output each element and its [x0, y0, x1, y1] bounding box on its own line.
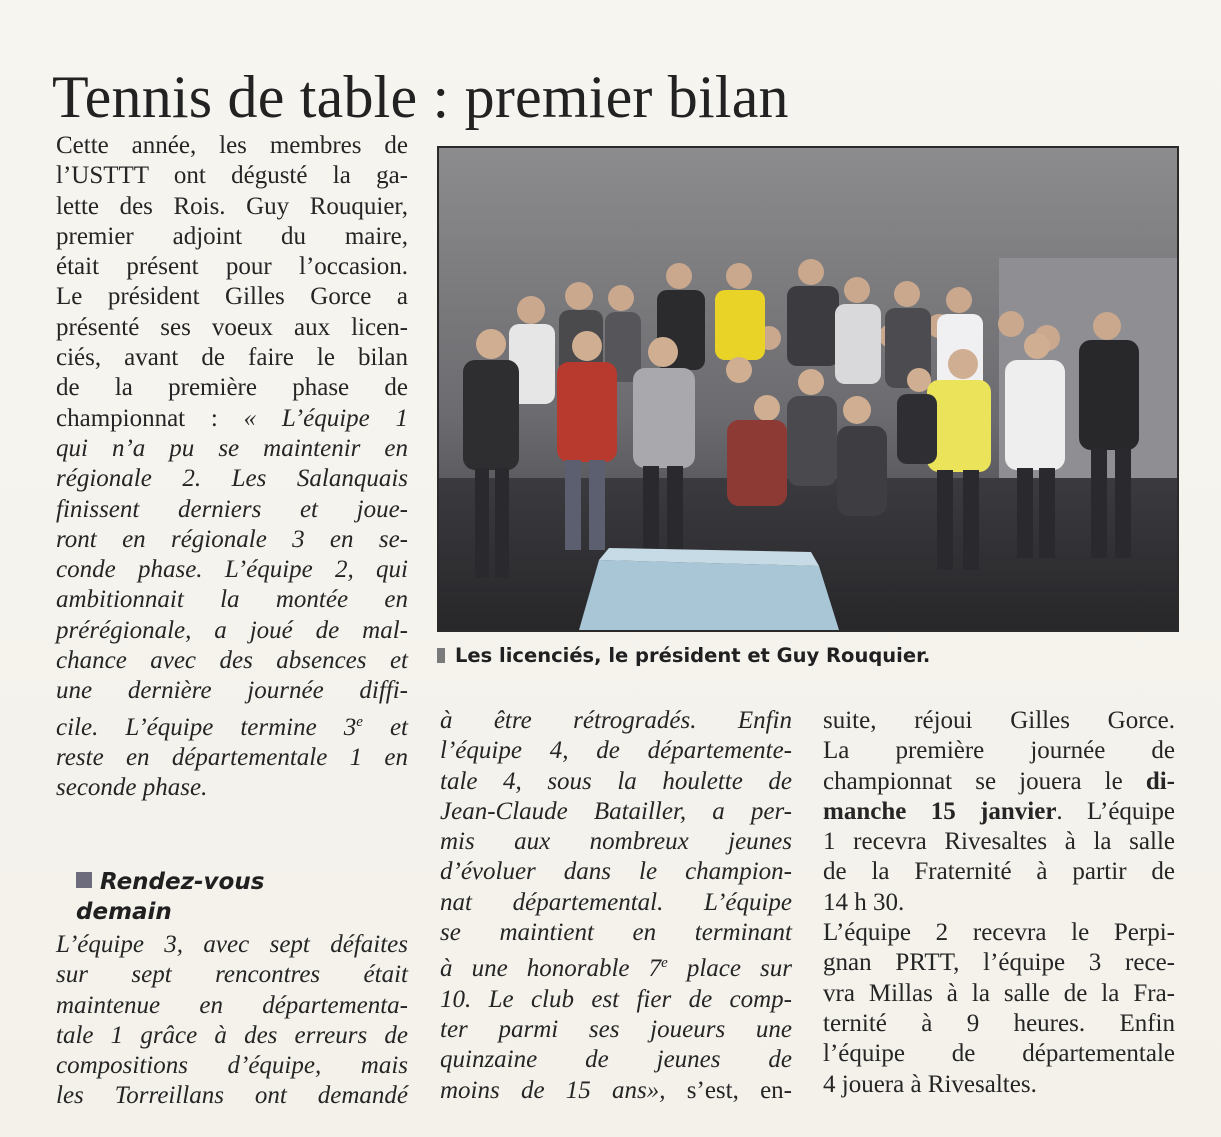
- quote-segment: moins de 15 ans»,: [440, 1076, 666, 1104]
- date-segment: di-: [1145, 767, 1175, 795]
- text-line: 14 h 30.: [823, 888, 905, 916]
- text-line: ciés, avant de faire le bilan: [56, 344, 408, 372]
- quote-line: d’évoluer dans le champion-: [440, 858, 792, 886]
- quote-line: reste en départementale 1 en: [56, 743, 408, 771]
- caption-text: Les licenciés, le président et Guy Rouquier.: [455, 644, 931, 667]
- quote-line: se maintient en terminant: [440, 919, 792, 947]
- quote-line: ambitionnait la montée en: [56, 586, 408, 614]
- text-line: premier adjoint du maire,: [56, 222, 408, 250]
- quote-line: tale 4, sous la houlette de: [440, 767, 792, 795]
- quote-line: nat départemental. L’équipe: [440, 888, 792, 916]
- text-segment: place sur: [667, 955, 792, 983]
- article-column-3: [823, 706, 1175, 1100]
- quote-line: l’équipe 4, de départemente-: [440, 737, 792, 765]
- text-line: Cette année, les membres de: [56, 132, 408, 159]
- text-line: [823, 767, 1175, 797]
- quote-line: tale 1 grâce à des erreurs de: [56, 1021, 408, 1049]
- team-photo: [437, 146, 1179, 632]
- quote-line: [440, 1076, 792, 1106]
- quote-line: conde phase. L’équipe 2, qui: [56, 556, 408, 584]
- quote-line: finissent derniers et joue-: [56, 495, 408, 523]
- text-line: Le président Gilles Gorce a: [56, 283, 408, 311]
- quote-line: compositions d’équipe, mais: [56, 1052, 408, 1080]
- quote-line: ront en régionale 3 en se-: [56, 525, 408, 553]
- quote-line: L’équipe 3, avec sept défaites: [56, 931, 408, 958]
- text-line: 4 jouera à Rivesaltes.: [823, 1070, 1037, 1098]
- quote-line: maintenue en départementa-: [56, 991, 408, 1019]
- text-line: L’équipe 2 recevra le Perpi-: [823, 919, 1175, 947]
- quote-line: [56, 707, 408, 743]
- text-segment: et: [362, 713, 408, 741]
- superscript: e: [661, 955, 668, 972]
- quote-line: une dernière journée diffi-: [56, 677, 408, 705]
- quote-line: les Torreillans ont demandé: [56, 1082, 408, 1110]
- text-line: gnan PRTT, l’équipe 3 rece-: [823, 949, 1175, 977]
- text-segment: s’est, en-: [665, 1076, 793, 1104]
- square-bullet-icon: [76, 872, 92, 888]
- subheading-line: demain: [76, 899, 172, 925]
- text-line: suite, réjoui Gilles Gorce.: [823, 707, 1175, 734]
- text-line: [56, 404, 408, 434]
- quote-line: prérégionale, a joué de mal-: [56, 616, 408, 644]
- text-line: ternité à 9 heures. Enfin: [823, 1009, 1175, 1037]
- quote-line: régionale 2. Les Salanquais: [56, 465, 408, 493]
- quote-segment: « L’équipe 1: [243, 404, 409, 432]
- text-line: 1 recevra Rivesaltes à la salle: [823, 828, 1175, 856]
- text-line: La première journée de: [823, 737, 1175, 765]
- text-segment: à une honorable 7: [440, 955, 662, 983]
- subheading-line: Rendez-vous: [100, 869, 265, 895]
- article-column-1: [56, 131, 408, 804]
- text-line: vra Millas à la salle de la Fra-: [823, 979, 1175, 1007]
- quote-line: Jean-Claude Batailler, a per-: [440, 797, 792, 825]
- article-column-1-continued: [56, 930, 408, 1112]
- text-segment: . L’équipe: [1056, 797, 1175, 825]
- quote-line: [440, 948, 792, 984]
- section-subheading: [76, 867, 264, 927]
- quote-line: quinzaine de jeunes de: [440, 1046, 792, 1074]
- text-line: de la Fraternité à partir de: [823, 858, 1175, 886]
- article-headline: Tennis de table : premier bilan: [52, 64, 789, 130]
- caption-marker-icon: [437, 648, 445, 663]
- quote-line: seconde phase.: [56, 774, 208, 802]
- superscript: e: [356, 713, 363, 730]
- quote-line: chance avec des absences et: [56, 647, 408, 675]
- text-line: lette des Rois. Guy Rouquier,: [56, 192, 408, 220]
- photo-caption: [437, 643, 1179, 669]
- date-segment: manche 15 janvier: [823, 797, 1057, 825]
- text-line: [823, 797, 1175, 827]
- quote-line: 10. Le club est fier de comp-: [440, 985, 792, 1013]
- text-line: de la première phase de: [56, 374, 408, 402]
- quote-line: ter parmi ses joueurs une: [440, 1015, 792, 1043]
- text-segment: cile. L’équipe termine 3: [56, 713, 357, 741]
- quote-line: mis aux nombreux jeunes: [440, 828, 792, 856]
- text-line: l’équipe de départementale: [823, 1040, 1175, 1068]
- text-segment: championnat se jouera le: [823, 767, 1146, 795]
- article-column-2: [440, 706, 792, 1106]
- text-line: était présent pour l’occasion.: [56, 253, 408, 281]
- quote-line: à être rétrogradés. Enfin: [440, 707, 792, 734]
- text-line: présenté ses voeux aux licen-: [56, 313, 408, 341]
- group-photo-image: [439, 148, 1177, 630]
- quote-line: sur sept rencontres était: [56, 961, 408, 989]
- quote-line: qui n’a pu se maintenir en: [56, 434, 408, 462]
- text-line: l’USTTT ont dégusté la ga-: [56, 162, 408, 190]
- text-segment: championnat :: [56, 404, 218, 432]
